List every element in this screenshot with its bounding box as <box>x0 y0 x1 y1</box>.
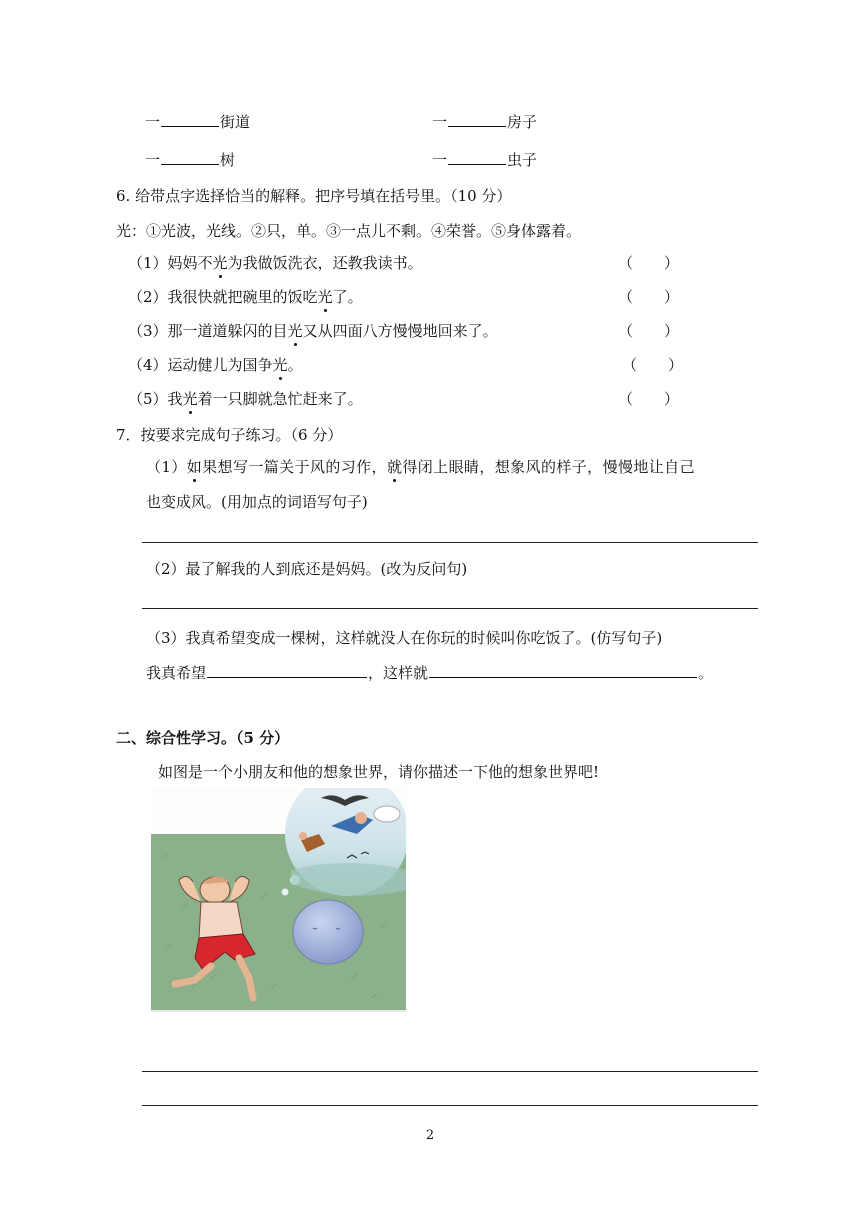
q6-item-1: （1）妈妈不光为我做饭洗衣，还教我读书。 <box>128 254 423 272</box>
measure-row-1-left: 一 街道 <box>145 113 251 131</box>
answer-paren-close: ） <box>664 254 680 272</box>
answer-line[interactable] <box>142 1071 758 1072</box>
child-shirt <box>199 902 243 938</box>
page-number: 2 <box>425 1128 435 1143</box>
dotted-char: 就 <box>386 458 403 476</box>
q7-title: 7．按要求完成句子练习。（6 分） <box>116 426 343 444</box>
blank-line[interactable] <box>448 150 506 165</box>
q7-sentence-2: （2）最了解我的人到底还是妈妈。(改为反问句) <box>146 560 468 578</box>
dotted-char: 光 <box>182 390 198 408</box>
blank-line[interactable] <box>207 663 367 678</box>
blank-line[interactable] <box>161 150 219 165</box>
q6-item-3: （3）那一道道躲闪的目光又从四面八方慢慢地回来了。 <box>128 322 498 340</box>
q6-item-2: （2）我很快就把碗里的饭吃光了。 <box>128 288 363 306</box>
q7-sentence-3-fill: 我真希望 ，这样就 。 <box>146 664 714 682</box>
section-2-prompt: 如图是一个小朋友和他的想象世界，请你描述一下他的想象世界吧! <box>158 763 600 781</box>
measure-row-2-left: 一 树 <box>145 151 236 169</box>
q6-title: 6. 给带点字选择恰当的解释。把序号填在括号里。（10 分） <box>116 187 512 205</box>
blank-line[interactable] <box>161 112 219 127</box>
q6-item-5: （5）我光着一只脚就急忙赶来了。 <box>128 390 363 408</box>
answer-paren-open: （ <box>618 390 634 408</box>
section-2-title: 二、综合性学习。（5 分） <box>116 729 290 747</box>
q6-item-4: （4）运动健儿为国争光。 <box>128 356 303 374</box>
measure-row-1-right: 一 房子 <box>432 113 538 131</box>
child-imagination-illustration <box>151 788 406 1012</box>
answer-paren-open: （ <box>618 288 634 306</box>
answer-paren-open: （ <box>618 322 634 340</box>
answer-paren-open: （ <box>622 356 638 374</box>
q7-sentence-3: （3）我真希望变成一棵树，这样就没人在你玩的时候叫你吃饭了。(仿写句子) <box>146 629 663 647</box>
answer-paren-close: ） <box>664 288 680 306</box>
measure-row-2-right: 一 虫子 <box>432 151 538 169</box>
q7-sentence-1: （1）如果想写一篇关于风的习作，就得闭上眼睛，想象风的样子，慢慢地让自己 <box>146 458 695 476</box>
dotted-char: 光 <box>317 288 333 306</box>
answer-line[interactable] <box>142 542 758 543</box>
dotted-char: 如 <box>186 458 203 476</box>
blank-line[interactable] <box>448 112 506 127</box>
q7-sentence-1-cont: 也变成风。(用加点的词语写句子) <box>146 493 368 511</box>
answer-line[interactable] <box>142 1105 758 1106</box>
answer-paren-close: ） <box>668 356 684 374</box>
ball <box>293 900 363 964</box>
dotted-char: 光 <box>212 254 228 272</box>
dotted-char: 光 <box>272 356 288 374</box>
answer-paren-open: （ <box>618 254 634 272</box>
blank-line[interactable] <box>429 663 697 678</box>
answer-line[interactable] <box>142 608 758 609</box>
answer-paren-close: ） <box>664 390 680 408</box>
dotted-char: 光 <box>287 322 303 340</box>
answer-paren-close: ） <box>664 322 680 340</box>
q6-definitions: 光：①光波，光线。②只，单。③一点儿不剩。④荣誉。⑤身体露着。 <box>116 222 582 240</box>
